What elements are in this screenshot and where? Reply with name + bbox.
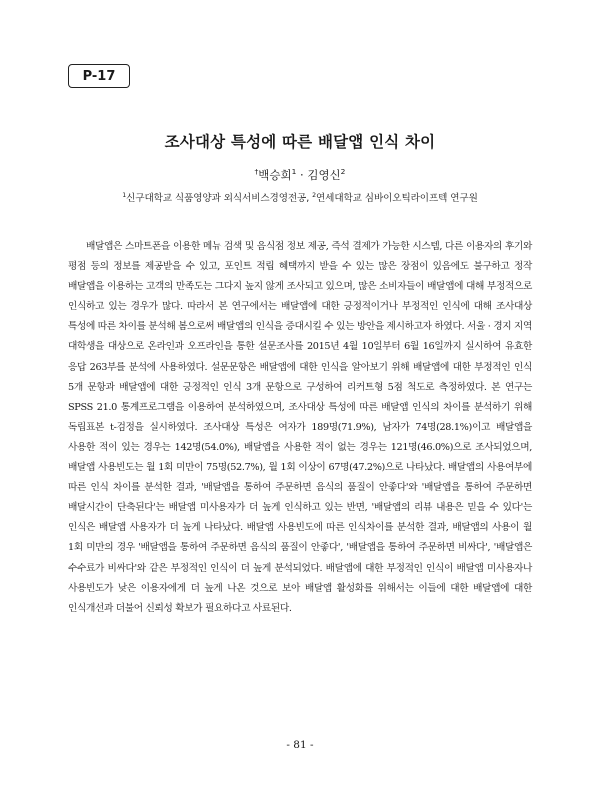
corresponding-author-mark: † (254, 167, 259, 177)
affiliation-2-mark: 2 (312, 191, 316, 199)
author-separator: · (296, 168, 308, 182)
affiliation-2: 연세대학교 심바이오틱라이프텍 연구원 (315, 193, 478, 204)
affiliation-1-mark: 1 (122, 191, 127, 199)
author-1-affiliation-mark: 1 (291, 167, 297, 177)
affiliation-line (0, 190, 600, 204)
affiliation-1: 신구대학교 식품영양과 외식서비스경영전공, (126, 193, 313, 204)
page-number: - 81 - (286, 739, 314, 751)
author-name-2: 김영신 (307, 168, 341, 182)
abstract-body: 배달앱은 스마트폰을 이용한 메뉴 검색 및 음식점 정보 제공, 즉석 결제가 가능한 시스템, 다른 이용자의 후기와 평점 등의 정보를 제공받을 수 있고, 포인트 적립 혜택까지 받을 수 있는 많은 장점이 있음에도 불구하고 정작 배달앱을 이용하는 고객의 만족도는 그다지 높지 않게 조사되고 있으며, 많은 소비자들이 배달앱에 대해 부정적으로 인식하고 있는 경우가 많다. 따라서 본 연구에서는 배달앱에 대한 긍정적이거나 부정적인 인식에 대해 조사대상 특성에 따른 차이를 분석해 봄으로써 배달앱의 인식을 증대시킬 수 있는 방안을 제시하고자 하였다. 서울 · 경지 지역 대학생을 대상으로 온라인과 오프라인을 통한 설문조사를 2015년 4월 10일부터 6월 16일까지 실시하여 유효한 응답 263부를 분석에 사용하였다. 설문문항은 배달앱에 대한 인식을 알아보기 위해 배달앱에 대한 부정적인 인식 5개 문항과 배달앱에 대한 긍정적인 인식 3개 문항으로 구성하여 리커트형 5점 척도로 측정하였다. 본 연구는 SPSS 21.0 통계프로그램을 이용하여 분석하였으며, 조사대상 특성에 따른 배달앱 인식의 차이를 분석하기 위해 독립표본 t-검정을 실시하였다. 조사대상 특성은 여자가 189명(71.9%), 남자가 74명(28.1%)이고 배달앱을 사용한 적이 있는 경우는 142명(54.0%), 배달앱을 사용한 적이 없는 경우는 121명(46.0%)으로 조사되었으며, 배달앱 사용빈도는 월 1회 미만이 75명(52.7%), 월 1회 이상이 67명(47.2%)으로 나타났다. 배달앱의 사용여부에 따른 인식 차이를 분석한 결과, '배달앱을 통하여 주문하면 음식의 품질이 안좋다'와 '배달앱을 통하여 주문하면 배달시간이 단축된다'는 배달앱 미사용자가 더 높게 인식하고 있는 반면, '배달앱의 리뷰 내용은 믿을 수 있다'는 인식은 배달앱 사용자가 더 높게 나타났다. 배달앱 사용빈도에 따른 인식차이를 분석한 결과, 배달앱의 사용이 월 1회 미만의 경우 '배달앱을 통하여 주문하면 음식의 품질이 안좋다', '배달앱을 통하여 주문하면 비싸다', '배달앱은 수수료가 비싸다'와 같은 부정적인 인식이 더 높게 분석되었다. 배달앱에 대한 부정적인 인식이 배달앱 미사용자나 사용빈도가 낮은 이용자에게 더 높게 나온 것으로 보아 배달앱 활성화를 위해서는 이들에 대한 배달앱에 대한 인식개선과 더불어 신뢰성 확보가 필요하다고 사료된다. (68, 241, 532, 614)
author-name-1: 백승희 (258, 168, 292, 182)
author-line (0, 167, 600, 183)
paper-title: 조사대상 특성에 따른 배달앱 인식 차이 (164, 133, 436, 151)
poster-code-badge: P-17 (68, 64, 130, 88)
author-2-affiliation-mark: 2 (340, 167, 346, 177)
